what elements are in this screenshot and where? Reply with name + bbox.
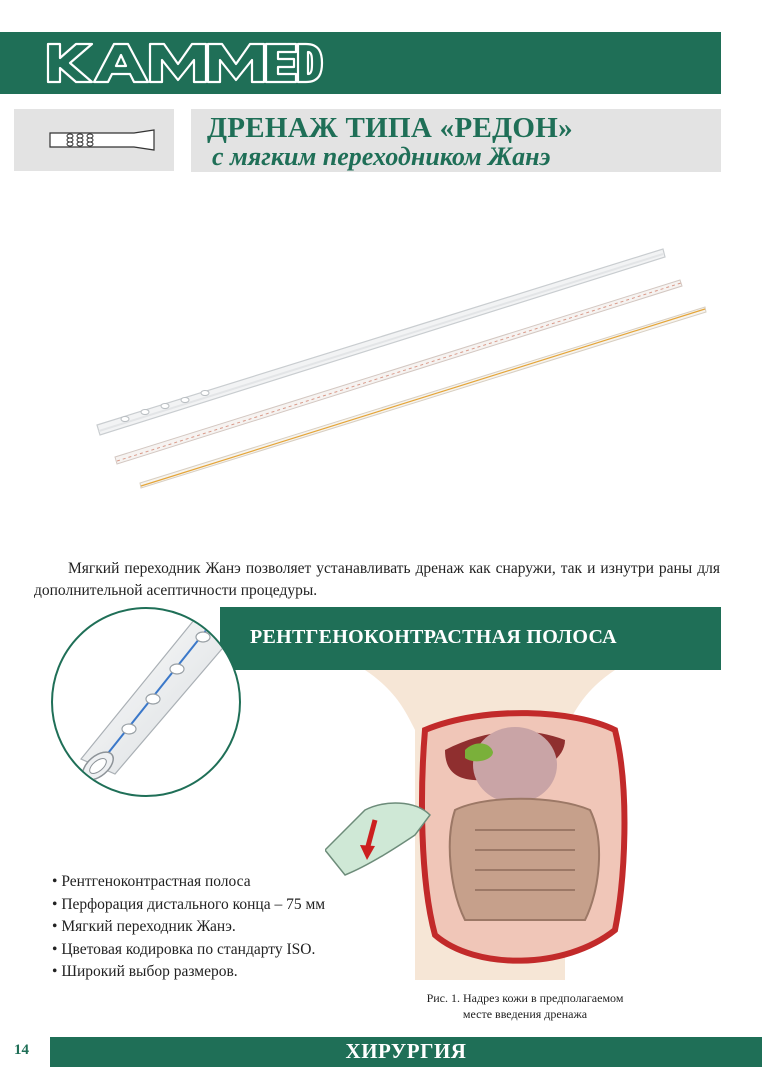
page-title: ДРЕНАЖ ТИПА «РЕДОН» xyxy=(207,112,573,144)
product-photo xyxy=(85,235,725,495)
figure-caption-line1: Рис. 1. Надрез кожи в предполагаемом xyxy=(426,991,624,1005)
page-number: 14 xyxy=(14,1042,29,1058)
list-item: • Рентгеноконтрастная полоса xyxy=(52,871,325,894)
drain-tube-medium xyxy=(115,280,682,464)
list-item: • Широкий выбор размеров. xyxy=(52,961,325,984)
figure-caption xyxy=(395,990,655,1022)
drain-closeup-circle xyxy=(51,607,241,797)
features-list xyxy=(52,871,325,984)
list-item: • Перфорация дистального конца – 75 мм xyxy=(52,894,325,917)
drain-tube-small xyxy=(140,307,706,488)
kammed-logo xyxy=(44,40,324,86)
intro-paragraph: Мягкий переходник Жанэ позволяет устанавливать дренаж как снаружи, так и изнутри раны для дополнительной асептичности процедуры. xyxy=(34,560,720,599)
perforated-drain-closeup xyxy=(53,609,239,795)
list-item: • Мягкий переходник Жанэ. xyxy=(52,916,325,939)
list-item: • Цветовая кодировка по стандарту ISO. xyxy=(52,939,325,962)
figure-caption-line2: месте введения дренажа xyxy=(462,1007,588,1021)
footer-section-title: ХИРУРГИЯ xyxy=(345,1039,467,1063)
drain-thumbnail-icon xyxy=(14,109,174,171)
drain-tube-large xyxy=(97,249,665,435)
abdominal-incision-illustration xyxy=(325,670,655,980)
page-subtitle: с мягким переходником Жанэ xyxy=(212,142,551,171)
product-thumbnail-panel xyxy=(14,109,174,171)
section-title: РЕНТГЕНОКОНТРАСТНАЯ ПОЛОСА xyxy=(250,626,617,648)
